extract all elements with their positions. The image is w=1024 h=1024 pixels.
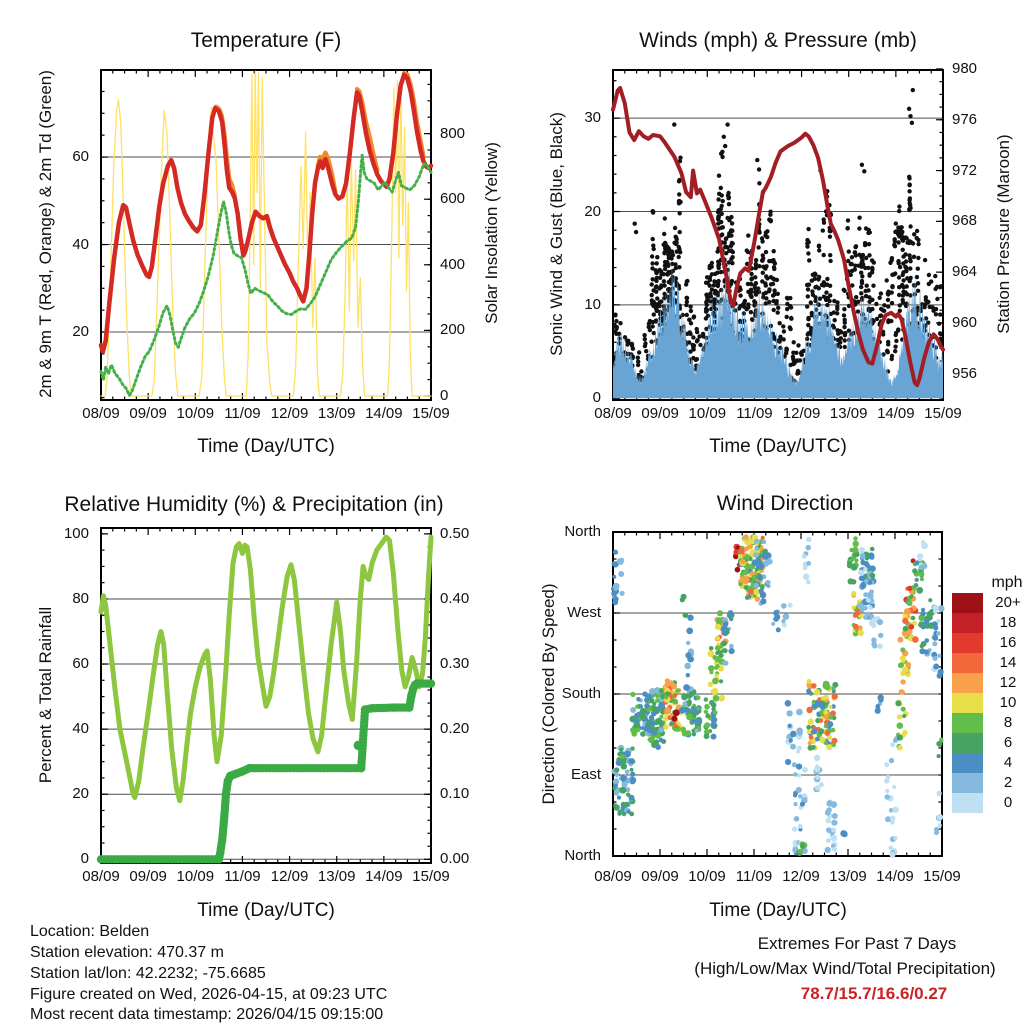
y-tick-label: 968 — [952, 212, 978, 230]
wind-direction-chart — [611, 532, 945, 858]
colorbar-title: mph — [991, 574, 1023, 591]
x-tick-label: 11/09 — [224, 405, 261, 423]
y-tick-label: 976 — [952, 110, 978, 128]
extremes-values: 78.7/15.7/16.6/0.27 — [800, 984, 948, 1003]
direction-tick-label: South — [561, 685, 601, 703]
footer-created: Figure created on Wed, 2026-04-15, at 09:23 UTC — [30, 986, 388, 1003]
y-tick-label: 400 — [440, 255, 466, 273]
y-tick-label: 800 — [440, 124, 466, 142]
direction-tick-label: North — [564, 523, 601, 541]
y-tick-label: 20 — [72, 323, 89, 341]
xaxis-label-direction: Time (Day/UTC) — [709, 900, 847, 921]
y-tick-label: 60 — [72, 655, 89, 673]
x-tick-label: 10/09 — [176, 405, 215, 423]
y-tick-label: 40 — [72, 235, 89, 253]
colorbar-tick-label: 12 — [999, 674, 1017, 692]
x-tick-label: 12/09 — [782, 405, 821, 423]
x-tick-label: 15/09 — [924, 405, 962, 423]
x-tick-label: 08/09 — [82, 405, 120, 423]
x-tick-label: 13/09 — [317, 405, 356, 423]
temperature-chart — [101, 70, 431, 400]
speed-colorbar — [952, 593, 983, 813]
x-tick-label: 09/09 — [129, 868, 167, 886]
y-tick-label: 0.50 — [440, 524, 470, 542]
y-tick-label: 20 — [584, 202, 601, 220]
x-tick-label: 14/09 — [877, 405, 915, 423]
colorbar-tick-label: 4 — [1003, 754, 1013, 772]
x-tick-label: 08/09 — [594, 868, 632, 886]
y-tick-label: 30 — [584, 109, 601, 127]
x-tick-label: 15/09 — [412, 868, 450, 886]
x-tick-label: 13/09 — [829, 405, 868, 423]
humidity-precip-chart — [97, 528, 435, 864]
colorbar-tick-label: 2 — [1003, 774, 1013, 792]
x-tick-label: 14/09 — [365, 868, 403, 886]
y-tick-label: 80 — [72, 590, 89, 608]
y-tick-label: 964 — [952, 263, 978, 281]
x-tick-label: 15/09 — [412, 405, 450, 423]
x-tick-label: 08/09 — [82, 868, 120, 886]
yaxis-label-percent-left: Percent & Total Rainfall — [36, 606, 55, 784]
colorbar-tick-label: 0 — [1003, 794, 1013, 812]
colorbar-tick-label: 14 — [999, 654, 1017, 672]
yaxis-label-solar-right: Solar Insolation (Yellow) — [482, 142, 501, 324]
x-tick-label: 12/09 — [270, 405, 309, 423]
y-tick-label: 600 — [440, 190, 466, 208]
y-tick-label: 0.40 — [440, 590, 470, 608]
y-tick-label: 960 — [952, 314, 978, 332]
yaxis-label-temperature-left: 2m & 9m T (Red, Orange) & 2m Td (Green) — [36, 70, 55, 398]
footer-elevation: Station elevation: 470.37 m — [30, 944, 224, 961]
y-tick-label: 0.20 — [440, 720, 470, 738]
y-tick-label: 972 — [952, 161, 978, 179]
y-tick-label: 956 — [952, 364, 978, 382]
x-tick-label: 11/09 — [736, 405, 773, 423]
winds-pressure-chart — [613, 69, 943, 400]
x-tick-label: 09/09 — [129, 405, 167, 423]
x-tick-label: 09/09 — [641, 868, 679, 886]
x-tick-label: 08/09 — [594, 405, 632, 423]
y-tick-label: 0.00 — [440, 850, 470, 868]
y-tick-label: 10 — [584, 296, 601, 314]
x-tick-label: 12/09 — [782, 868, 820, 886]
y-tick-label: 0.10 — [440, 785, 470, 803]
colorbar-tick-label: 18 — [999, 614, 1017, 632]
extremes-subheading: (High/Low/Max Wind/Total Precipitation) — [694, 959, 996, 978]
yaxis-label-direction-left: Direction (Colored By Speed) — [539, 583, 558, 805]
x-tick-label: 11/09 — [224, 868, 261, 886]
x-tick-label: 09/09 — [641, 405, 679, 423]
direction-tick-label: East — [570, 766, 601, 784]
x-tick-label: 10/09 — [176, 868, 215, 886]
y-tick-label: 100 — [63, 524, 89, 542]
colorbar-tick-label: 6 — [1003, 734, 1013, 752]
footer-timestamp: Most recent data timestamp: 2026/04/15 09:15:00 — [30, 1006, 384, 1023]
y-tick-label: 0 — [80, 850, 89, 868]
xaxis-label-winds: Time (Day/UTC) — [709, 436, 847, 457]
chart-title-wind-direction: Wind Direction — [716, 492, 854, 515]
x-tick-label: 14/09 — [365, 405, 403, 423]
colorbar-tick-label: 8 — [1003, 714, 1013, 732]
x-tick-label: 12/09 — [270, 868, 309, 886]
x-tick-label: 11/09 — [735, 868, 773, 886]
chart-title-winds-pressure: Winds (mph) & Pressure (mb) — [639, 29, 917, 52]
extremes-heading: Extremes For Past 7 Days — [757, 934, 957, 953]
colorbar-tick-label: 16 — [999, 634, 1017, 652]
y-tick-label: 0 — [440, 387, 449, 405]
xaxis-label-temperature: Time (Day/UTC) — [197, 436, 335, 457]
y-tick-label: 60 — [72, 148, 89, 166]
direction-tick-label: West — [567, 604, 601, 622]
colorbar-tick-label: 10 — [999, 694, 1017, 712]
x-tick-label: 10/09 — [688, 868, 726, 886]
y-tick-label: 0 — [592, 389, 601, 407]
direction-tick-label: North — [564, 847, 601, 865]
footer-latlon: Station lat/lon: 42.2232; -75.6685 — [30, 965, 266, 982]
chart-title-temperature: Temperature (F) — [190, 29, 342, 52]
x-tick-label: 13/09 — [829, 868, 867, 886]
xaxis-label-humidity: Time (Day/UTC) — [197, 900, 335, 921]
y-tick-label: 40 — [72, 720, 89, 738]
x-tick-label: 13/09 — [317, 868, 356, 886]
x-tick-label: 10/09 — [688, 405, 727, 423]
yaxis-label-pressure-right: Station Pressure (Maroon) — [994, 134, 1013, 334]
y-tick-label: 20 — [72, 785, 89, 803]
colorbar-tick-label: 20+ — [995, 594, 1021, 612]
x-tick-label: 15/09 — [923, 868, 961, 886]
chart-title-humidity-precip: Relative Humidity (%) & Precipitation (in) — [64, 493, 444, 516]
x-tick-label: 14/09 — [876, 868, 914, 886]
y-tick-label: 0.30 — [440, 655, 470, 673]
yaxis-label-wind-left: Sonic Wind & Gust (Blue, Black) — [547, 112, 566, 356]
y-tick-label: 980 — [952, 60, 978, 78]
y-tick-label: 200 — [440, 321, 466, 339]
footer-location: Location: Belden — [30, 923, 150, 940]
